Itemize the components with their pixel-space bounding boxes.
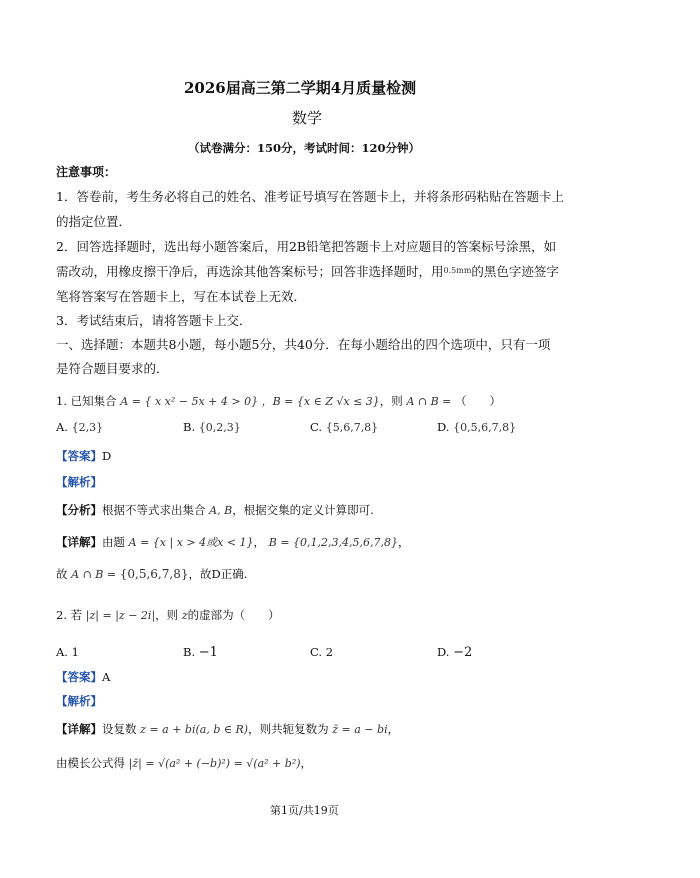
q1-stem-text-a: 1. 已知集合	[56, 394, 117, 408]
q2-stem-text-b: ，则	[155, 608, 179, 622]
fenxi-text-b: ，根据交集的定义计算即可.	[232, 503, 374, 517]
q2-analysis-tag: 【解析】	[56, 694, 102, 708]
option-value: {0,5,6,7,8}	[453, 421, 517, 434]
answer-value: D	[102, 449, 112, 463]
fenxi-text-a: 根据不等式求出集合	[102, 503, 206, 517]
option-label: A.	[56, 645, 68, 659]
q2-stem-z: z	[181, 609, 188, 622]
option-value: {5,6,7,8}	[325, 421, 379, 434]
concl-text-a: 故	[56, 567, 68, 581]
q1-option-a	[56, 420, 103, 434]
q1-set-expression: A = { x x² − 5x + 4 > 0} ，B = {x ∈ Z √x ≤ 3}	[120, 395, 380, 408]
mod-text-a: 由模长公式得	[56, 756, 125, 770]
option-label: B.	[183, 645, 196, 659]
q1-option-c	[310, 420, 378, 434]
detail-mid: ，	[253, 535, 266, 549]
exam-info: （试卷满分：150分，考试时间：120分钟）	[188, 141, 421, 155]
answer-tag: 【答案】	[56, 449, 102, 463]
note-item-2-line-1: 2．回答选择题时，选出每小题答案后，用2B铅笔把答题卡上对应题目的答案标号涂黑，如	[56, 239, 557, 254]
mod-math: |z̄| = √(a² + (−b)²) = √(a² + b²)	[128, 757, 301, 770]
concl-set: {0,5,6,7,8}	[119, 567, 189, 581]
q2-detail	[56, 721, 399, 737]
option-label: C.	[310, 420, 323, 434]
option-value: −1	[198, 645, 218, 660]
option-value: {2,3}	[71, 421, 104, 434]
q1-fenxi	[56, 502, 374, 518]
section-1-line-1: 一、选择题：本题共8小题，每小题5分，共40分．在每小题给出的四个选项中，只有一项	[56, 337, 551, 352]
q1-analysis-tag: 【解析】	[56, 475, 102, 489]
q2-modulus-line	[56, 755, 312, 771]
option-value: {0,2,3}	[198, 421, 241, 434]
q1-intersection-expr: A ∩ B =	[406, 395, 452, 408]
q1-detail	[56, 534, 409, 550]
mod-end: ，	[300, 756, 313, 770]
option-value: 2	[325, 645, 334, 659]
detail-tag: 【详解】	[56, 722, 102, 736]
exam-title: 2026届高三第二学期4月质量检测	[184, 79, 417, 97]
note-item-3: 3．考试结束后，请将答题卡上交．	[56, 313, 252, 328]
note-item-2-line-3: 笔将答案写在答题卡上，写在本试卷上无效．	[56, 289, 307, 304]
option-value: 1	[71, 645, 79, 659]
detail-math-2: B = {0,1,2,3,4,5,6,7,8}	[268, 536, 398, 549]
q2-option-a	[56, 645, 79, 659]
option-label: B.	[183, 420, 196, 434]
page-number: 第1页/共19页	[270, 804, 339, 817]
section-1-line-2: 是符合题目要求的．	[56, 361, 169, 376]
q1-paren: （ ）	[455, 394, 502, 408]
note-item-2-line-2	[56, 262, 559, 280]
note-item-1-line-2: 的指定位置．	[56, 214, 132, 229]
concl-math: A ∩ B =	[71, 568, 117, 581]
q1-option-d	[437, 420, 516, 434]
notes-heading: 注意事项：	[56, 165, 117, 179]
q2-option-d	[437, 645, 472, 660]
answer-tag: 【答案】	[56, 670, 102, 684]
subject-title: 数学	[292, 109, 323, 127]
q2-stem-math: |z| = |z − 2i|	[85, 609, 156, 622]
q2-stem	[56, 607, 280, 623]
q1-stem-text-b: ，则	[379, 394, 403, 408]
q1-option-b	[183, 420, 241, 434]
note-unit-small: 0.5mm	[443, 266, 472, 275]
detail-end: ，	[387, 722, 400, 736]
q2-stem-text-a: 2. 若	[56, 608, 83, 622]
note-item-1-line-1: 1．答卷前，考生务必将自己的姓名、准考证号填写在答题卡上，并将条形码粘贴在答题卡上	[56, 189, 564, 204]
answer-value: A	[102, 670, 111, 684]
q2-stem-text-c: 的虚部为（ ）	[187, 608, 280, 622]
detail-end: ，	[397, 535, 410, 549]
option-label: C.	[310, 645, 323, 659]
q1-conclusion	[56, 566, 247, 582]
detail-text-a: 由题	[102, 535, 125, 549]
detail-math-1: z = a + bi(a, b ∈ R)	[140, 723, 249, 736]
detail-math-2: z̄ = a − bi	[332, 723, 388, 736]
q1-stem	[56, 393, 501, 409]
q2-answer	[56, 669, 110, 685]
option-label: D.	[437, 420, 450, 434]
detail-text-a: 设复数	[102, 722, 137, 736]
detail-text-b: ，则共轭复数为	[248, 722, 329, 736]
option-label: A.	[56, 420, 68, 434]
detail-math-1: A = {x | x > 4或x < 1}	[128, 536, 254, 549]
fenxi-math: A, B	[209, 504, 233, 517]
q2-option-b	[183, 645, 218, 660]
note-item-2-line-2-text-a: 需改动，用橡皮擦干净后，再选涂其他答案标号；回答非选择题时，用	[56, 264, 444, 279]
q1-answer	[56, 448, 111, 464]
option-value: −2	[453, 645, 473, 660]
fenxi-tag: 【分析】	[56, 503, 102, 517]
option-label: D.	[437, 645, 450, 659]
detail-tag: 【详解】	[56, 535, 102, 549]
q2-option-c	[310, 645, 333, 659]
note-item-2-line-2-text-b: 的黑色字迹签字	[471, 264, 559, 279]
concl-text-b: ，故D正确.	[188, 567, 248, 581]
